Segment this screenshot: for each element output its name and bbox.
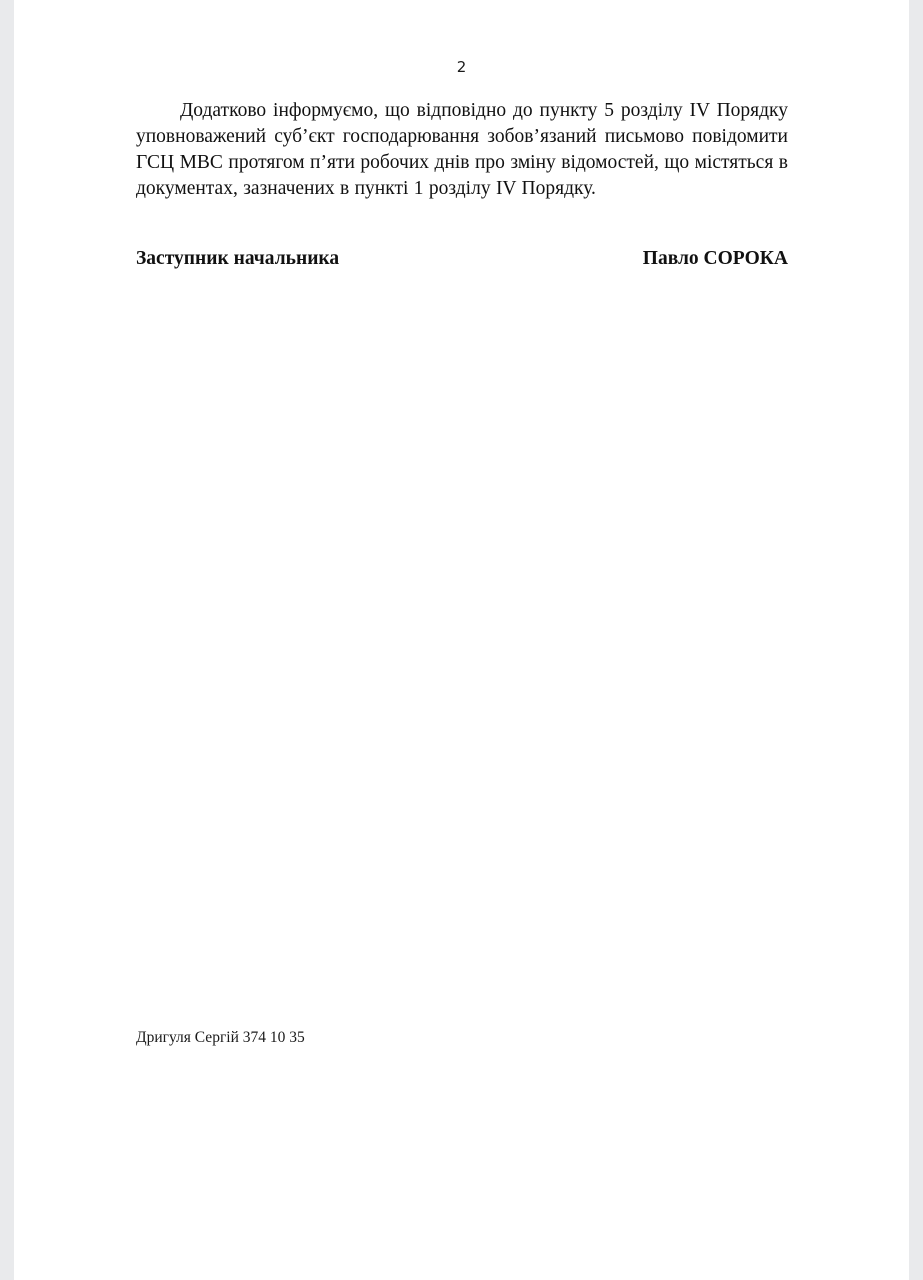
executor-contact: Дригуля Сергій 374 10 35: [136, 1029, 305, 1046]
signature-name: Павло СОРОКА: [642, 248, 788, 269]
signature-block: [136, 248, 788, 270]
page-number: 2: [456, 58, 467, 76]
body-paragraph: Додатково інформуємо, що відповідно до пункту 5 розділу IV Порядку уповноважений суб’єкт господарювання зобов’язаний письмово повідомити ГСЦ МВС протягом п’яти робочих днів про зміну відомостей, що містяться в документах, зазначених в пункті 1 розділу IV Порядку.: [136, 100, 788, 199]
document-page: [14, 0, 909, 1280]
signature-title: Заступник начальника: [136, 248, 340, 269]
